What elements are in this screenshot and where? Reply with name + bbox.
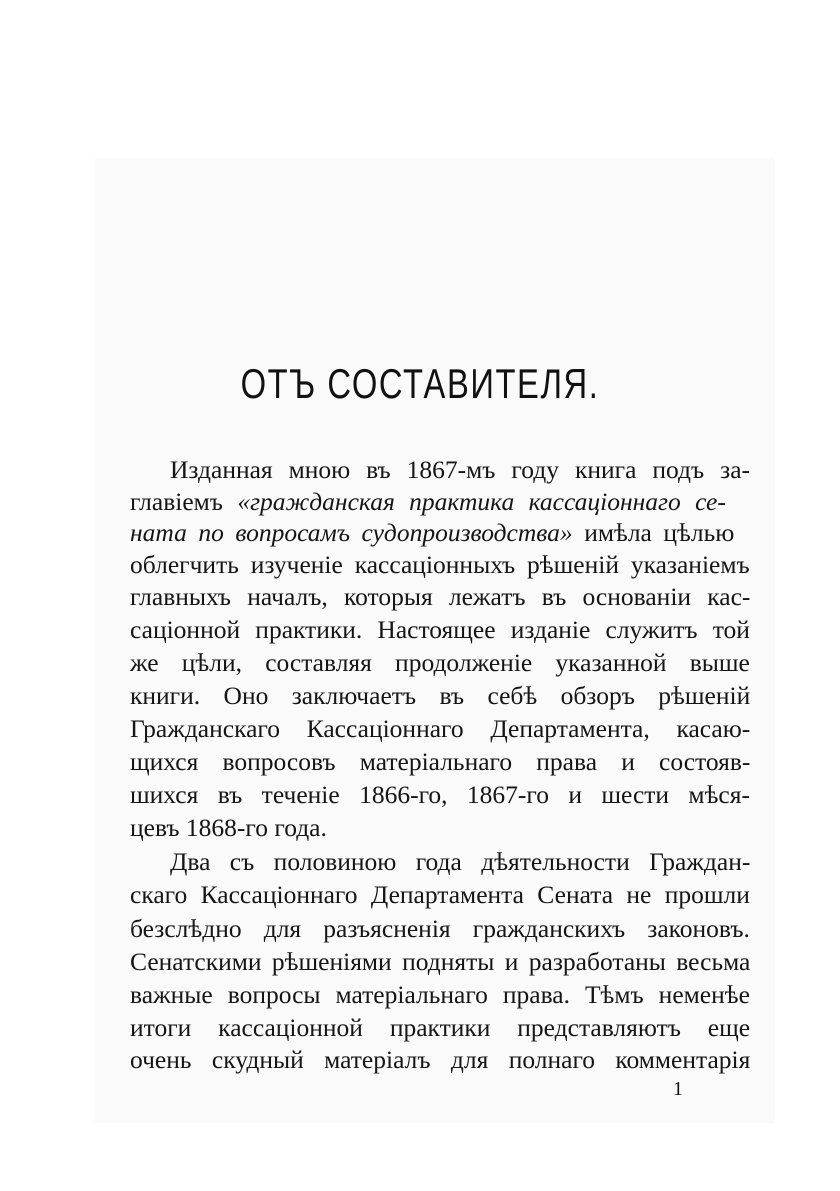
text-line-2-italic: «гражданская практика кассаціоннаго се- <box>237 487 726 516</box>
text-line-17: важные вопросы матеріальнаго права. Тѣмъ неменѣе <box>130 980 750 1009</box>
text-line-2 <box>130 487 750 517</box>
text-line-3-italic: ната по вопросамъ судопроизводства» <box>130 518 573 547</box>
text-line-11: шихся въ теченіе 1866-го, 1867-го и шести мѣся- <box>130 780 750 809</box>
text-line-18: итоги кассаціонной практики представляютъ еще <box>130 1013 751 1042</box>
text-line-15: безслѣдно для разъясненія гражданскихъ законовъ. <box>130 914 750 943</box>
text-line-2-lead: главіемъ <box>130 487 223 516</box>
text-line-10: щихся вопросовъ матеріальнаго права и состояв- <box>130 747 751 776</box>
text-line-8: книги. Оно заключаетъ въ себѣ обзоръ рѣшеній <box>130 681 751 710</box>
text-line-19: очень скудный матеріалъ для полнаго комментарія <box>130 1045 751 1074</box>
text-line-16: Сенатскими рѣшеніями подняты и разработаны весьма <box>130 947 751 976</box>
text-line-6: саціонной практики. Настоящее изданіе служитъ той <box>130 615 750 644</box>
page-number: 1 <box>673 1078 683 1100</box>
text-line-3 <box>130 518 750 548</box>
text-line-1: Изданная мною въ 1867-мъ году книга подъ за- <box>170 455 751 484</box>
text-line-3-tail: имѣла цѣлью <box>584 518 735 547</box>
text-line-13: Два съ половиною года дѣятельности Граждан- <box>170 847 751 876</box>
text-line-14: скаго Кассаціоннаго Департамента Сената не прошли <box>130 880 750 909</box>
text-line-9: Гражданскаго Кассаціоннаго Департамента, касаю- <box>130 714 751 743</box>
text-line-12: цевъ 1868-го года. <box>130 813 327 842</box>
text-line-7: же цѣли, составляя продолженіе указанной выше <box>130 648 750 677</box>
text-line-4: облегчить изученіе кассаціонныхъ рѣшеній указаніемъ <box>130 550 750 579</box>
page-title: ОТЪ СОСТАВИТЕЛЯ. <box>240 360 600 407</box>
text-line-5: главныхъ началъ, которыя лежатъ въ основаніи кас- <box>130 582 751 611</box>
